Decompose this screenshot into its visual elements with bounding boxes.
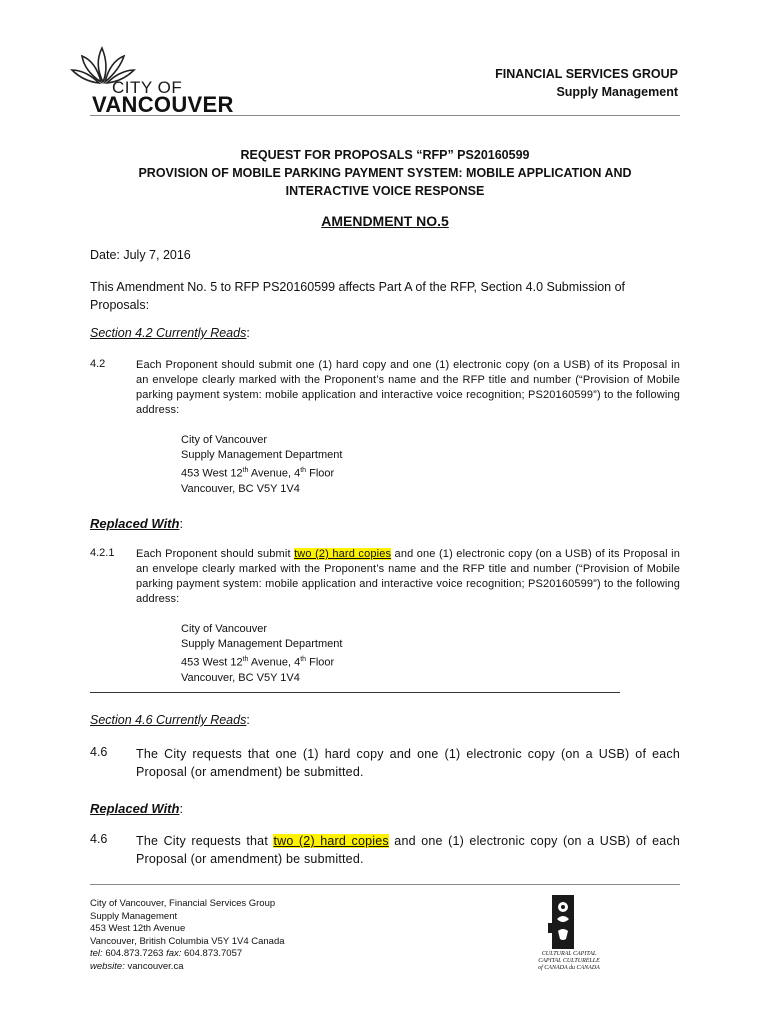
- clause-number-4-2-1: 4.2.1: [90, 547, 115, 559]
- section-4-6-colon: :: [246, 713, 250, 727]
- section-4-2-heading: Section 4.2 Currently Reads: [90, 326, 247, 340]
- replaced-with-heading-2: Replaced With: [90, 801, 180, 816]
- logo-city-of: CITY OF: [112, 78, 183, 97]
- replaced-with-heading-1-wrap: [90, 515, 183, 533]
- address-line-4: Vancouver, BC V5Y 1V4: [181, 671, 300, 684]
- amendment-number: AMENDMENT NO.5: [321, 213, 449, 229]
- address-line-4: Vancouver, BC V5Y 1V4: [181, 482, 300, 495]
- replaced-with-heading-2-wrap: [90, 800, 183, 818]
- header-divider: [90, 115, 680, 116]
- amendment-date: Date: July 7, 2016: [90, 248, 191, 262]
- clause-4-6-text: The City requests that one (1) hard copy and one (1) electronic copy (on a USB) of each Proposal (or amendment) be submitted.: [136, 747, 680, 779]
- address-line-3: 453 West 12th Avenue, 4th Floor: [181, 467, 335, 480]
- cultural-capital-emblem-icon: [528, 893, 610, 951]
- address-line-1: City of Vancouver: [181, 434, 268, 446]
- clause-number-4-2: 4.2: [90, 358, 106, 370]
- address-line-2: Supply Management Department: [181, 638, 343, 650]
- footer-line-4: Vancouver, British Columbia V5Y 1V4 Canada: [90, 935, 285, 947]
- title-line-1: REQUEST FOR PROPOSALS “RFP” PS20160599: [240, 148, 530, 162]
- header-department-block: [495, 65, 678, 101]
- footer-phone-fax: tel: 604.873.7263 fax: 604.873.7057: [90, 948, 243, 959]
- replaced-with-heading-1: Replaced With: [90, 516, 180, 531]
- highlight-two-hard-copies-1: two (2) hard copies: [294, 548, 392, 560]
- header-group: FINANCIAL SERVICES GROUP: [495, 67, 678, 81]
- highlight-two-hard-copies-2: two (2) hard copies: [273, 834, 389, 848]
- footer-website: website: vancouver.ca: [90, 960, 184, 972]
- address-line-1: City of Vancouver: [181, 623, 268, 635]
- section-4-2-heading-wrap: [90, 326, 250, 340]
- document-title: [90, 146, 680, 200]
- footer-line-2: Supply Management: [90, 910, 178, 922]
- footer-line-1: City of Vancouver, Financial Services Group: [90, 898, 276, 909]
- replaced-with-colon-2: :: [179, 801, 184, 816]
- clause-number-4-6-replaced: 4.6: [90, 832, 108, 846]
- address-line-2: Supply Management Department: [181, 449, 343, 461]
- cultural-capital-seal: [528, 893, 610, 977]
- footer-divider: [90, 884, 680, 885]
- address-block-1: [181, 433, 342, 497]
- clause-4-2-text: Each Proponent should submit one (1) hard copy and one (1) electronic copy (on a USB) of its Proposal in an envelope clearly marked with the Proponent’s name and the RFP title and number (“Provision of Mobile parking payment system: mobile application and interactive voice recognition; PS20160599”) to the following address:: [136, 359, 680, 416]
- section-4-6-heading: Section 4.6 Currently Reads: [90, 713, 247, 727]
- header-dept: Supply Management: [556, 85, 678, 99]
- title-line-2: PROVISION OF MOBILE PARKING PAYMENT SYSTEM: MOBILE APPLICATION AND: [138, 166, 632, 180]
- address-line-3: 453 West 12th Avenue, 4th Floor: [181, 656, 335, 669]
- address-block-2: [181, 622, 342, 686]
- footer-line-3: 453 West 12th Avenue: [90, 923, 186, 934]
- clause-4-6-replaced-text: The City requests that two (2) hard copies and one (1) electronic copy (on a USB) of each Proposal (or amendment) be submitted.: [136, 834, 680, 866]
- footer-contact: [90, 898, 285, 973]
- seal-caption: CULTURAL CAPITAL CAPITAL CULTURELLE of CANADA du CANADA: [538, 951, 600, 971]
- city-logo: [68, 42, 248, 118]
- section-4-2-colon: :: [246, 326, 250, 340]
- clause-4-2-1-text: Each Proponent should submit two (2) hard copies and one (1) electronic copy (on a USB) of its Proposal in an envelope clearly marked with the Proponent’s name and the RFP title and number (“Provision of Mobile parking payment system: mobile application and interactive voice recognition; PS20160599”) to the following address:: [136, 548, 680, 605]
- logo-vancouver: VANCOUVER: [92, 92, 234, 117]
- replaced-with-colon-1: :: [179, 516, 184, 531]
- section-separator-line: [90, 692, 620, 693]
- section-4-6-heading-wrap: [90, 713, 250, 727]
- amendment-intro: This Amendment No. 5 to RFP PS20160599 affects Part A of the RFP, Section 4.0 Submission of Proposals:: [90, 280, 626, 312]
- title-line-3: INTERACTIVE VOICE RESPONSE: [285, 184, 485, 198]
- clause-number-4-6: 4.6: [90, 745, 108, 759]
